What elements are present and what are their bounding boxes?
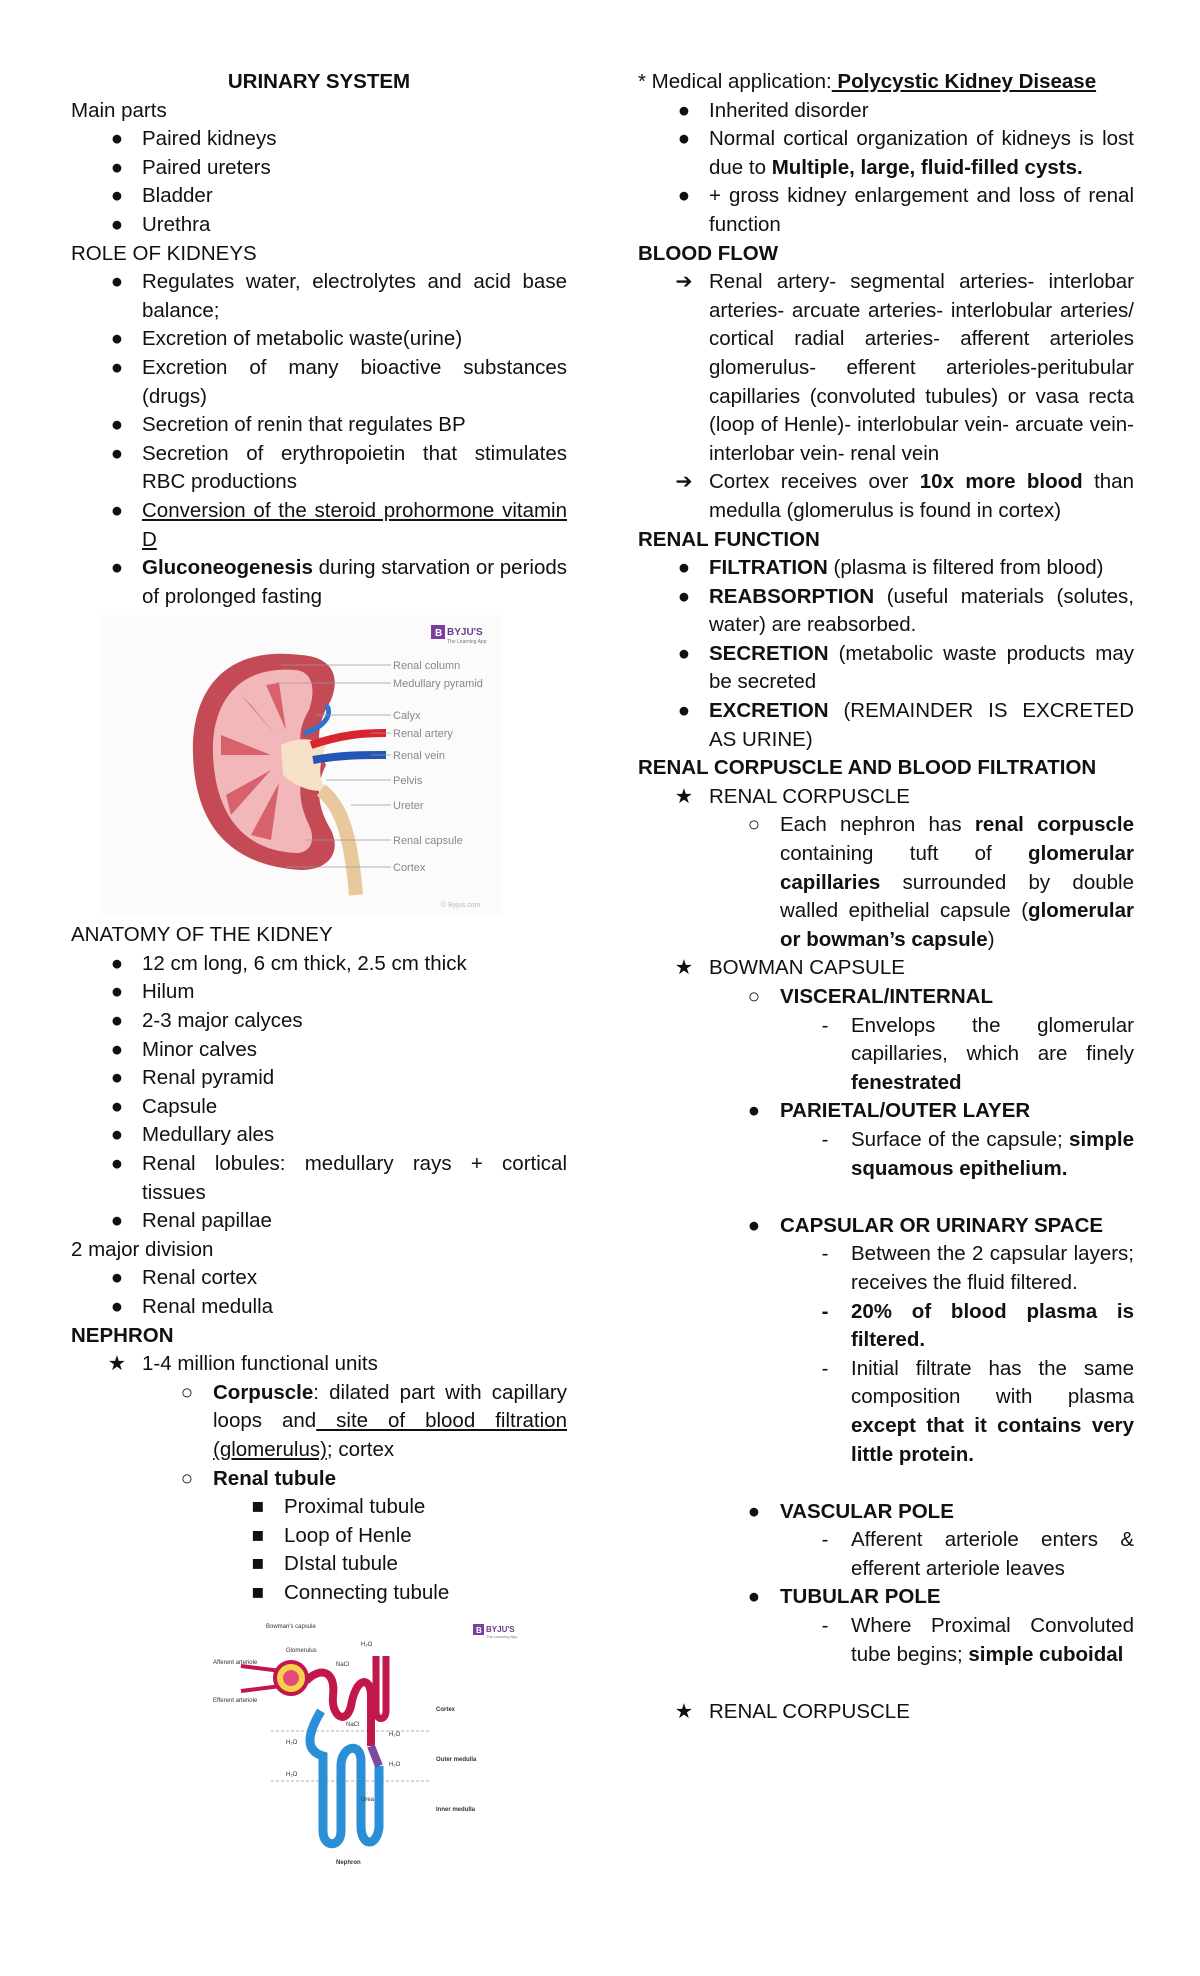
label-efferent-arteriole: Efferent arteriole	[213, 1697, 258, 1704]
list-item: ● Paired ureters	[110, 155, 271, 179]
list-item: ● Hilum	[110, 980, 195, 1004]
chem-label: Urea	[361, 1796, 375, 1803]
list-item: ● Paired kidneys	[110, 127, 277, 151]
list-item: - Surface of the capsule; simple squamous epithelium.	[821, 1127, 1134, 1180]
list-item: - Initial filtrate has the same composition with plasma except that it contains very little protein.	[821, 1356, 1134, 1466]
list-item: ● Urethra	[110, 212, 211, 236]
list-item: ● Renal lobules: medullary rays + cortical tissues	[110, 1152, 567, 1204]
list-item: ● Excretion of many bioactive substances (drugs)	[110, 355, 567, 408]
list-item: ● REABSORPTION (useful materials (solutes, water) are reabsorbed.	[677, 584, 1134, 637]
list-item: ● Normal cortical organization of kidneys is lost due to Multiple, large, fluid-filled cysts.	[677, 127, 1134, 179]
list-item: ★ RENAL CORPUSCLE	[674, 784, 910, 808]
list-item: ● + gross kidney enlargement and loss of renal function	[677, 184, 1134, 236]
list-item: ○ Renal tubule	[180, 1466, 337, 1490]
chem-label: H₂O	[389, 1761, 401, 1768]
list-item: - Where Proximal Convoluted tube begins; simple cuboidal	[821, 1614, 1134, 1666]
byjus-logo-sub: The Learning App	[447, 639, 487, 646]
list-item: ➔ Cortex receives over 10x more blood than medulla (glomerulus is found in cortex)	[675, 470, 1134, 522]
right-column	[638, 68, 1134, 1726]
list-item: ● TUBULAR POLE	[747, 1585, 941, 1609]
chem-label: NaCl	[336, 1661, 350, 1668]
list-item: ● VASCULAR POLE	[747, 1499, 954, 1523]
svg-text:B: B	[476, 1625, 482, 1635]
chem-label: H₂O	[286, 1739, 298, 1746]
chem-label: H₂O	[361, 1641, 373, 1648]
blood-flow-heading: BLOOD FLOW	[638, 241, 779, 265]
list-item: ■ Proximal tubule	[251, 1495, 426, 1519]
label-medullary-pyramid: Medullary pyramid	[393, 678, 483, 691]
list-item: ● EXCRETION (REMAINDER IS EXCRETED AS URINE)	[677, 699, 1134, 751]
list-item: ★ BOWMAN CAPSULE	[674, 956, 905, 980]
svg-text:B: B	[435, 628, 443, 640]
chem-label: H₂O	[286, 1771, 298, 1778]
list-item: ● CAPSULAR OR URINARY SPACE	[747, 1213, 1104, 1237]
list-item: ● PARIETAL/OUTER LAYER	[747, 1099, 1031, 1123]
copyright: © Byjus.com	[441, 902, 481, 910]
label-renal-column: Renal column	[393, 660, 461, 673]
label-cortex: Cortex	[436, 1706, 456, 1713]
list-item: ● FILTRATION (plasma is filtered from blood)	[677, 556, 1104, 580]
list-item: ■ Connecting tubule	[251, 1580, 450, 1604]
label-nephron: Nephron	[336, 1859, 361, 1866]
list-item: ● SECRETION (metabolic waste products may be secreted	[677, 641, 1134, 694]
list-item: ■ Loop of Henle	[251, 1523, 412, 1547]
list-item: ● Gluconeogenesis during starvation or periods of prolonged fasting	[110, 556, 567, 608]
medical-application: * Medical application: Polycystic Kidney Disease	[638, 70, 1097, 93]
list-item: ● Conversion of the steroid prohormone vitamin D	[110, 498, 567, 551]
list-item: ➔ Renal artery- segmental arteries- interlobar arteries- arcuate arteries- interlobular arteries/ cortical radial arteries- afferent arterioles glomerulus- efferent arterioles-peritubular capillaries (convoluted tubules) or vasa recta (loop of Henle)- interlobular vein- arcuate vein- interlobar vein- renal vein	[675, 270, 1134, 465]
label-renal-vein: Renal vein	[393, 750, 445, 763]
label-cortex: Cortex	[393, 862, 426, 875]
list-item: ● Renal papillae	[110, 1209, 272, 1233]
label-calyx: Calyx	[393, 710, 421, 723]
chem-label: NaCl	[346, 1721, 360, 1728]
list-item: ■ DIstal tubule	[251, 1552, 398, 1576]
kidney-diagram	[101, 615, 501, 915]
byjus-logo: BYJU'S	[447, 627, 483, 639]
label-afferent-arteriole: Afferent arteriole	[213, 1659, 258, 1666]
chem-label: H₂O	[389, 1731, 401, 1738]
page-title: URINARY SYSTEM	[227, 70, 411, 93]
list-item: ○ Each nephron has renal corpuscle containing tuft of glomerular capillaries surrounded by double walled epithelial capsule (glomerular or bowman’s capsule)	[747, 813, 1134, 951]
nephron-heading: NEPHRON	[71, 1323, 174, 1347]
nephron-diagram	[211, 1616, 541, 1871]
list-item: - 20% of blood plasma is filtered.	[821, 1299, 1134, 1352]
division-heading: 2 major division	[71, 1237, 214, 1261]
list-item: ● Capsule	[110, 1094, 218, 1118]
byjus-logo-sub: The Learning App	[486, 1633, 518, 1639]
list-item: ● Bladder	[110, 184, 213, 208]
byjus-logo: BYJU'S	[486, 1624, 515, 1634]
label-renal-capsule: Renal capsule	[393, 835, 463, 848]
list-item: ● Regulates water, electrolytes and acid base balance;	[110, 270, 567, 322]
list-item: ● Secretion of erythropoietin that stimulates RBC productions	[110, 441, 567, 494]
list-item: ★ 1-4 million functional units	[107, 1352, 378, 1376]
role-heading: ROLE OF KIDNEYS	[71, 241, 257, 265]
list-item: ★ RENAL CORPUSCLE	[674, 1699, 910, 1723]
main-parts-heading: Main parts	[71, 98, 167, 122]
list-item: ● Renal cortex	[110, 1266, 258, 1290]
list-item: ● Renal pyramid	[110, 1066, 275, 1090]
label-pelvis: Pelvis	[393, 775, 423, 788]
list-item: ● Medullary ales	[110, 1123, 275, 1147]
list-item: ● 12 cm long, 6 cm thick, 2.5 cm thick	[110, 951, 467, 975]
label-glomerulus: Glomerulus	[286, 1647, 317, 1654]
list-item: ● Excretion of metabolic waste(urine)	[110, 327, 463, 351]
left-column	[71, 68, 567, 1877]
label-outer-medulla: Outer medulla	[436, 1756, 477, 1763]
renal-function-heading: RENAL FUNCTION	[638, 527, 820, 551]
anatomy-heading: ANATOMY OF THE KIDNEY	[71, 923, 333, 947]
list-item: - Between the 2 capsular layers; receives the fluid filtered.	[821, 1242, 1134, 1294]
label-bowmans-capsule: Bowman's capsule	[266, 1623, 316, 1630]
label-inner-medulla: Inner medulla	[436, 1806, 476, 1813]
list-item: ○ Corpuscle: dilated part with capillary loops and site of blood filtration (glomerulus); cortex	[180, 1380, 567, 1461]
list-item: ● Minor calves	[110, 1037, 258, 1061]
list-item: ● 2-3 major calyces	[110, 1009, 303, 1033]
list-item: ● Inherited disorder	[677, 98, 869, 122]
label-renal-artery: Renal artery	[393, 728, 453, 741]
label-ureter: Ureter	[393, 800, 424, 813]
list-item: ● Secretion of renin that regulates BP	[110, 413, 466, 437]
list-item: ● Renal medulla	[110, 1295, 274, 1318]
list-item: ○ VISCERAL/INTERNAL	[747, 985, 993, 1008]
corpuscle-section-heading: RENAL CORPUSCLE AND BLOOD FILTRATION	[638, 756, 1097, 780]
list-item: - Afferent arteriole enters & efferent arteriole leaves	[821, 1528, 1134, 1580]
list-item: - Envelops the glomerular capillaries, which are finely fenestrated	[821, 1013, 1134, 1094]
